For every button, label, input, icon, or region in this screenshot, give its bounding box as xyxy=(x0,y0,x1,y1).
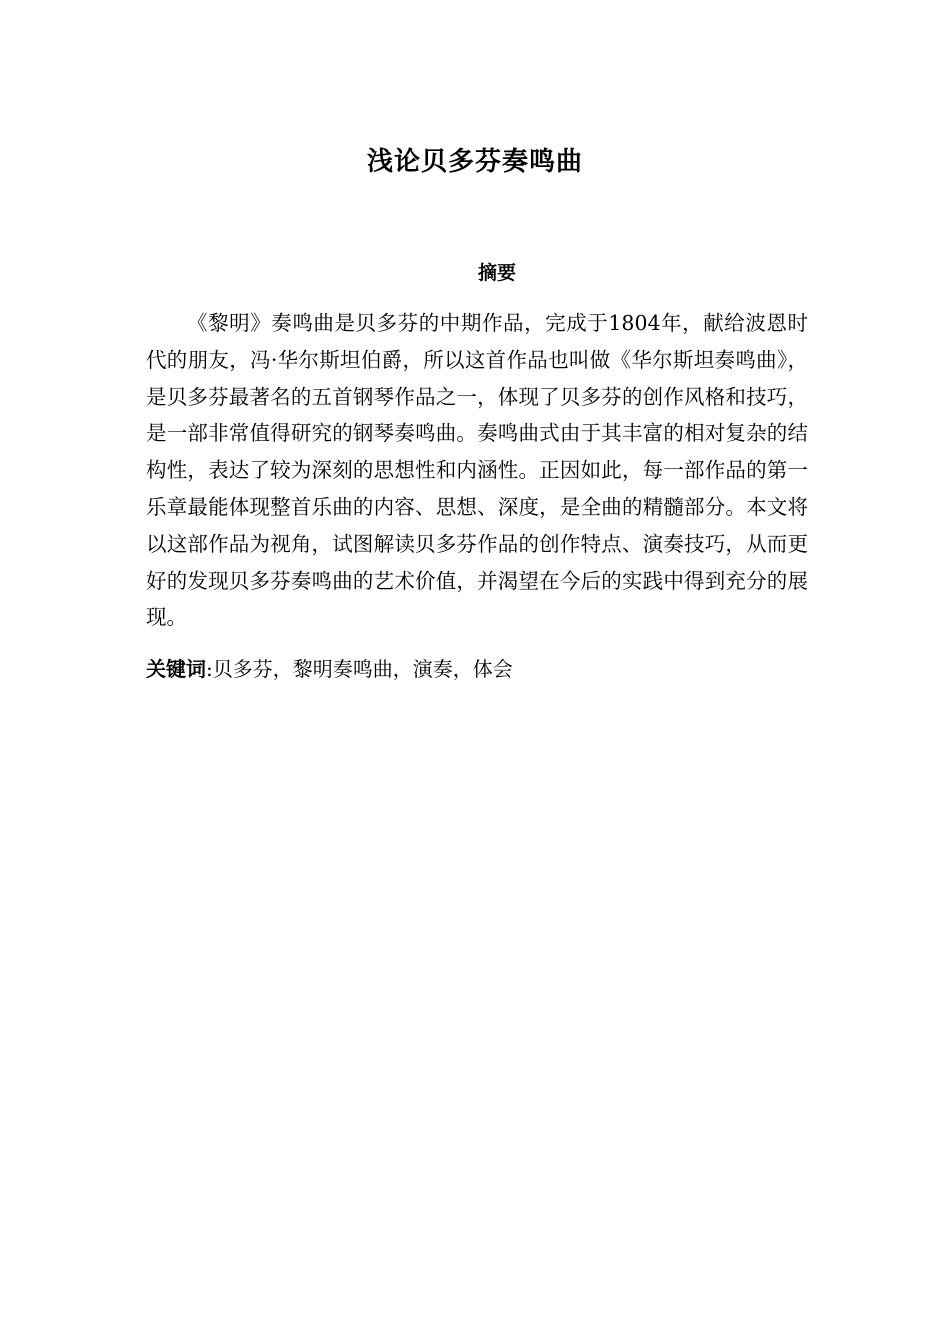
abstract-body: 《黎明》奏鸣曲是贝多芬的中期作品，完成于1804年，献给波恩时代的朋友，冯·华尔斯坦伯爵，所以这首作品也叫做《华尔斯坦奏鸣曲》，是贝多芬最著名的五首钢琴作品之一，体现了贝多芬的创作风格和技巧，是一部非常值得研究的钢琴奏鸣曲。奏鸣曲式由于其丰富的相对复杂的结构性，表达了较为深刻的思想性和内涵性。正因如此，每一部作品的第一乐章最能体现整首乐曲的内容、思想、深度，是全曲的精髓部分。本文将以这部作品为视角，试图解读贝多芬作品的创作特点、演奏技巧，从而更好的发现贝多芬奏鸣曲的艺术价值，并渴望在今后的实践中得到充分的展现。 xyxy=(146,311,808,630)
keywords-label: 关键词 xyxy=(146,657,206,681)
keywords-separator: : xyxy=(206,657,213,681)
keywords-text: 贝多芬，黎明奏鸣曲，演奏，体会 xyxy=(212,657,513,681)
keywords-line xyxy=(146,651,808,688)
abstract-heading: 摘要 xyxy=(477,262,516,284)
paper-title: 浅论贝多芬奏鸣曲 xyxy=(366,147,583,177)
